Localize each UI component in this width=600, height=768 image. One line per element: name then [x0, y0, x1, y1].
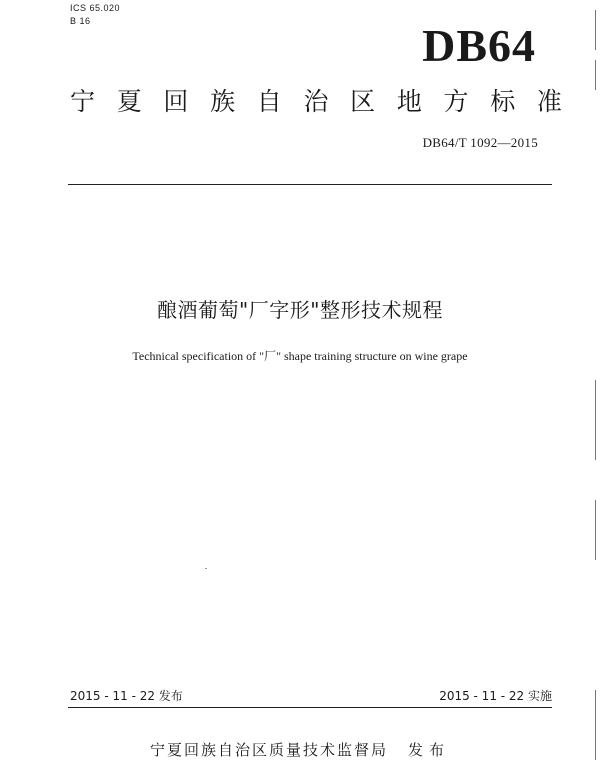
document-title-en: Technical specification of "厂" shape training structure on wine grape — [132, 349, 468, 363]
category-char: 准 — [536, 87, 562, 116]
standard-category — [70, 86, 562, 118]
scan-edge-mark — [595, 10, 596, 50]
header-divider — [68, 184, 552, 185]
category-char: 族 — [210, 87, 236, 116]
publisher-line — [0, 740, 600, 760]
issue-date: 2015 - 11 - 22 发布 — [70, 689, 183, 703]
implement-date: 2015 - 11 - 22 实施 — [439, 689, 552, 703]
category-char: 宁 — [70, 87, 96, 116]
category-char: 方 — [443, 87, 469, 116]
footer-divider — [68, 707, 552, 708]
standard-code-heading: DB64 — [422, 20, 536, 71]
ics-code: ICS 65.020 — [70, 3, 121, 13]
document-title-zh: 酿酒葡萄"厂字形"整形技术规程 — [157, 298, 443, 322]
scan-edge-mark — [595, 380, 596, 460]
scan-edge-mark — [595, 500, 596, 560]
ccs-code: B 16 — [70, 16, 91, 26]
publisher-org: 宁夏回族自治区质量技术监督局 — [149, 741, 388, 759]
scan-edge-mark — [595, 690, 596, 760]
category-char: 夏 — [116, 87, 142, 116]
category-char: 区 — [350, 87, 376, 116]
category-char: 治 — [303, 87, 329, 116]
publisher-action: 发布 — [408, 741, 451, 759]
classification-codes — [70, 2, 120, 28]
scan-edge-mark — [595, 60, 596, 90]
category-char: 地 — [396, 87, 422, 116]
category-char: 自 — [256, 87, 282, 116]
scan-speck — [205, 568, 207, 569]
standard-number: DB64/T 1092—2015 — [422, 135, 538, 150]
category-char: 标 — [490, 87, 516, 116]
category-char: 回 — [163, 87, 189, 116]
